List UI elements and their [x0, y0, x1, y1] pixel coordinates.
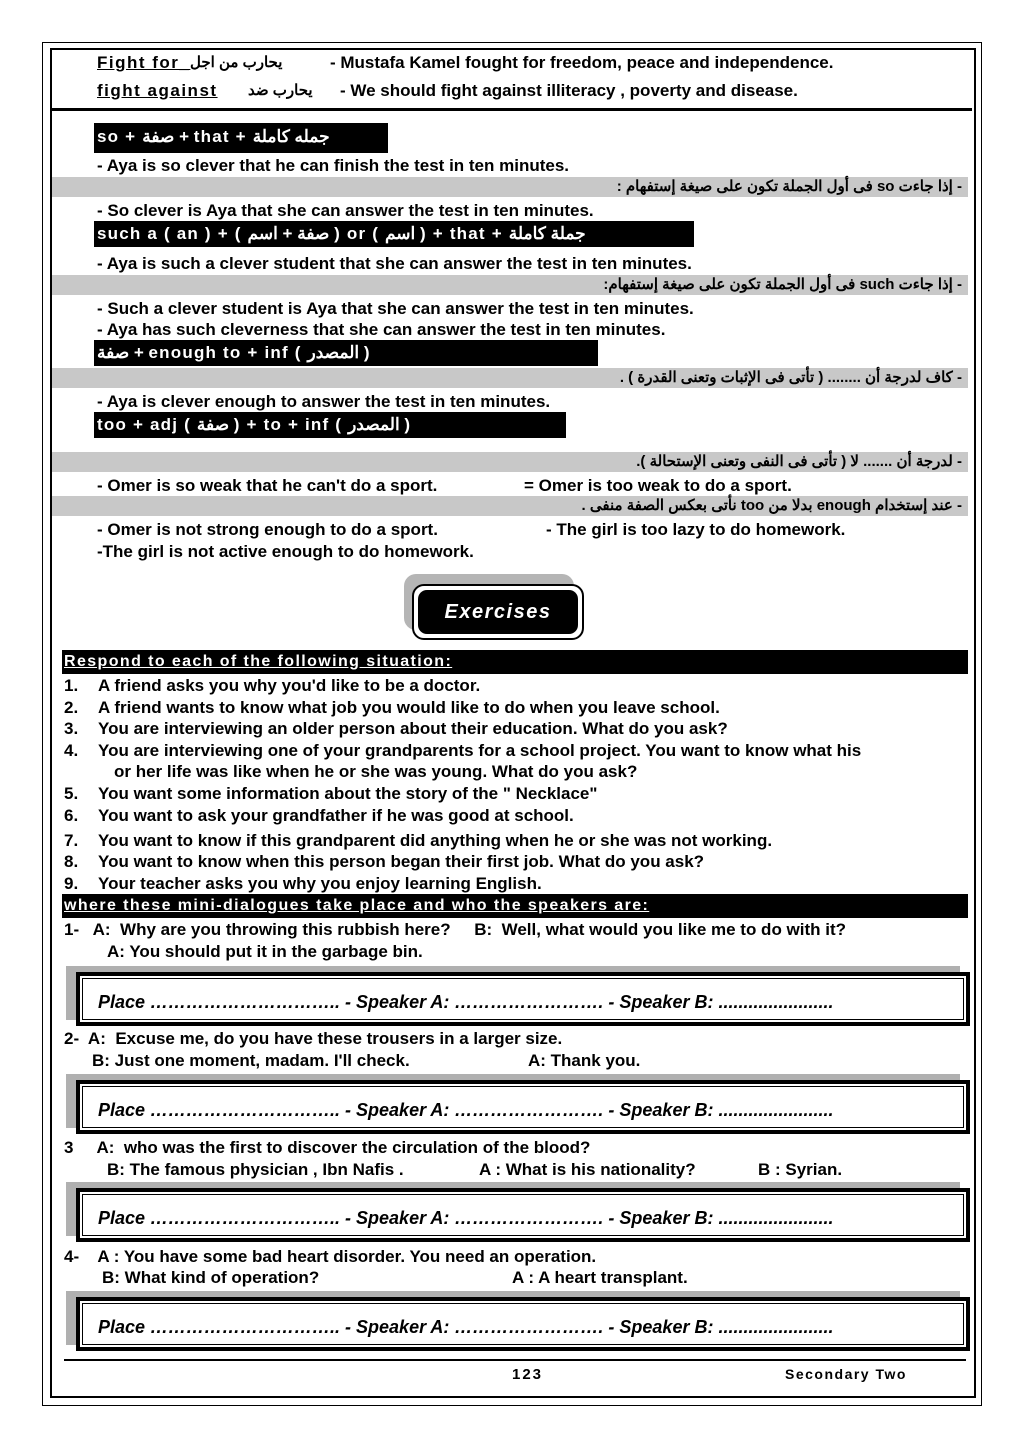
- phrase-fight-against: fight against: [97, 81, 218, 100]
- dialogue-3-line-2c: B : Syrian.: [758, 1160, 843, 1179]
- list-item: 3. You are interviewing an older person about their education. What do you ask?: [64, 719, 728, 738]
- list-item-continued: or her life was like when he or she was young. What do you ask?: [114, 762, 638, 781]
- example-so-1: - Aya is so clever that he can finish the test in ten minutes.: [97, 156, 570, 175]
- note-bar-so: - إذا جاءت so فى أول الجملة تكون على صيغة إستفهام :: [52, 177, 968, 197]
- dialogue-1-line-2: A: You should put it in the garbage bin.: [107, 942, 423, 961]
- dialogue-3-line-1: 3 A: who was the first to discover the circulation of the blood?: [64, 1138, 591, 1157]
- dialogue-1-line-1: 1- A: Why are you throwing this rubbish here? B: Well, what would you like me to do with it?: [64, 920, 847, 939]
- note-bar-too: - لدرجة أن ....... لا ( تأتى فى النفى وتعنى الإستحالة ).: [52, 452, 968, 472]
- answer-line-4[interactable]: Place ………………………….. - Speaker A: ……………………. - Speaker B: .......................: [98, 1317, 834, 1337]
- list-item: 4. You are interviewing one of your grandparents for a school project. You want to know what his: [64, 741, 862, 760]
- dialogue-2-line-2b: A: Thank you.: [528, 1051, 641, 1070]
- rule-box-too: too + adj ( صفة ) + to + inf ( المصدر ): [94, 412, 566, 438]
- dialogue-3-line-2a: B: The famous physician , Ibn Nafis .: [107, 1160, 404, 1179]
- divider-top: [52, 108, 972, 111]
- answer-line-3[interactable]: Place ………………………….. - Speaker A: ……………………. - Speaker B: .......................: [98, 1208, 834, 1228]
- phrase-fight-for: Fight for_: [97, 53, 191, 72]
- rule-box-enough: صفة + enough to + inf ( المصدر ): [94, 340, 598, 366]
- list-item: 7. You want to know if this grandparent did anything when he or she was not working.: [64, 831, 773, 850]
- answer-box-2: [66, 1074, 970, 1136]
- dialogue-2-line-1: 2- A: Excuse me, do you have these trousers in a larger size.: [64, 1029, 563, 1048]
- dialogue-4-line-1: 4- A : You have some bad heart disorder. You need an operation.: [64, 1247, 597, 1266]
- list-item: 2. A friend wants to know what job you would like to do when you leave school.: [64, 698, 720, 717]
- footer-label: Secondary Two: [785, 1366, 907, 1382]
- example-so-2: - So clever is Aya that she can answer the test in ten minutes.: [97, 201, 594, 220]
- arabic-fight-against: يحارب ضد: [248, 82, 313, 99]
- example-too-2b: - The girl is too lazy to do homework.: [546, 520, 846, 539]
- example-too-3: -The girl is not active enough to do homework.: [97, 542, 474, 561]
- answer-line-1[interactable]: Place ………………………….. - Speaker A: ……………………. - Speaker B: .......................: [98, 992, 834, 1012]
- example-too-2a: - Omer is not strong enough to do a sport.: [97, 520, 438, 539]
- page-number: 123: [512, 1366, 544, 1383]
- list-item: 5. You want some information about the story of the " Necklace": [64, 784, 598, 803]
- answer-line-2[interactable]: Place ………………………….. - Speaker A: ……………………. - Speaker B: .......................: [98, 1100, 834, 1120]
- dialogue-2-line-2a: B: Just one moment, madam. I'll check.: [92, 1051, 410, 1070]
- example-enough: - Aya is clever enough to answer the test in ten minutes.: [97, 392, 551, 411]
- rule-box-such: such a ( an ) + ( صفة + اسم ) or ( اسم ) + that + جملة كاملة: [94, 221, 694, 247]
- example-fight-for: - Mustafa Kamel fought for freedom, peace and independence.: [330, 53, 834, 72]
- dialogue-4-line-2b: A : A heart transplant.: [512, 1268, 688, 1287]
- note-bar-such: - إذا جاءت such فى أول الجملة تكون على صيغة إستفهام:: [52, 275, 968, 295]
- example-fight-against: - We should fight against illiteracy , poverty and disease.: [340, 81, 798, 100]
- list-item: 9. Your teacher asks you why you enjoy learning English.: [64, 874, 542, 893]
- note-bar-enough: - كاف لدرجة أن ........ ( تأتى فى الإثبات وتعنى القدرة ) .: [52, 368, 968, 388]
- footer-rule: [64, 1359, 966, 1361]
- answer-box-3: [66, 1182, 970, 1244]
- example-too-1b: = Omer is too weak to do a sport.: [524, 476, 792, 495]
- exercises-title: Exercises: [412, 584, 584, 640]
- example-such-3: - Aya has such cleverness that she can answer the test in ten minutes.: [97, 320, 666, 339]
- note-bar-swap: - عند إستخدام enough بدلا من too نأتى بعكس الصفة منفى .: [52, 496, 968, 516]
- answer-box-4: [66, 1291, 970, 1353]
- example-such-1: - Aya is such a clever student that she can answer the test in ten minutes.: [97, 254, 692, 273]
- section1-header: Respond to each of the following situation:: [62, 650, 968, 674]
- example-too-1a: - Omer is so weak that he can't do a sport.: [97, 476, 438, 495]
- list-item: 8. You want to know when this person began their first job. What do you ask?: [64, 852, 705, 871]
- dialogue-3-line-2b: A : What is his nationality?: [479, 1160, 696, 1179]
- answer-box-1: [66, 966, 970, 1028]
- list-item: 6. You want to ask your grandfather if he was good at school.: [64, 806, 574, 825]
- list-item: 1. A friend asks you why you'd like to be a doctor.: [64, 676, 481, 695]
- dialogue-4-line-2a: B: What kind of operation?: [102, 1268, 320, 1287]
- arabic-fight-for: يحارب من اجل: [190, 54, 283, 71]
- rule-box-so: so + صفة + that + جمله كاملة: [94, 123, 388, 153]
- section2-header: where these mini-dialogues take place and who the speakers are:: [62, 894, 968, 918]
- example-such-2: - Such a clever student is Aya that she can answer the test in ten minutes.: [97, 299, 694, 318]
